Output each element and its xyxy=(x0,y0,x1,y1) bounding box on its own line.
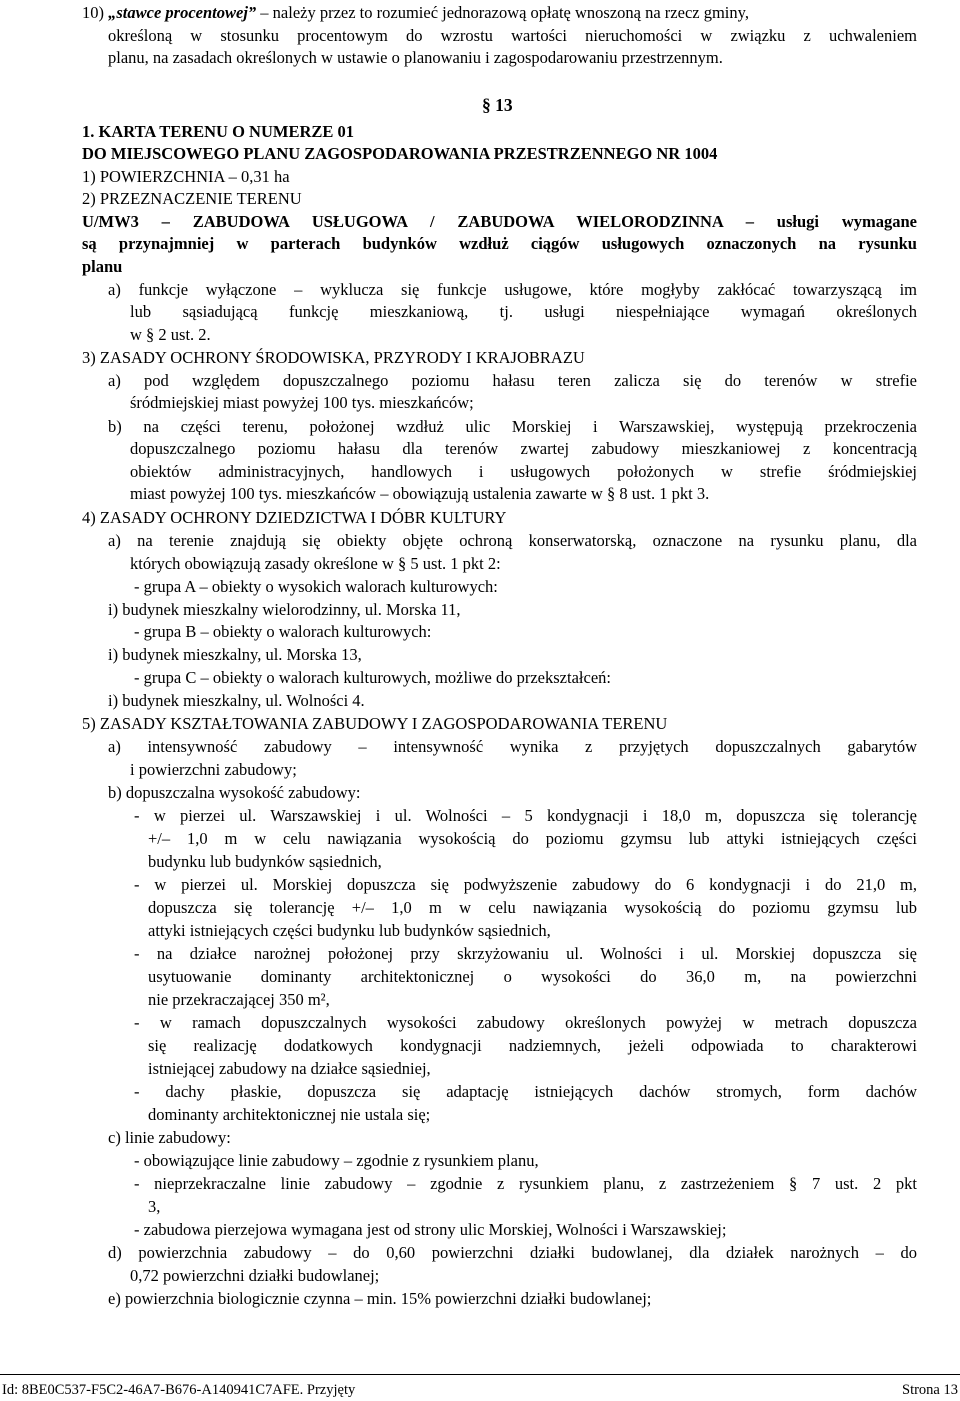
environment-a-line-2: śródmiejskiej miast powyżej 100 tys. mieszkańców; xyxy=(130,393,474,412)
building-lines-heading: c) linie zabudowy: xyxy=(108,1128,231,1147)
heritage-group-a: - grupa A – obiekty o wysokich walorach kulturowych: xyxy=(134,577,498,596)
building-lines-item-2-line-2: 3, xyxy=(148,1197,161,1216)
intensity-line-1: a) intensywność zabudowy – intensywność wynika z przyjętych dopuszczalnych gabarytów xyxy=(108,737,917,756)
height-item-1-line-2: +/– 1,0 m w celu nawiązania wysokością do poziomu gzymsu lub attyki istniejących części xyxy=(148,829,917,848)
excluded-functions-line-2: lub sąsiadującą funkcję mieszkaniową, tj. usługi niespełniające wymagań określonych xyxy=(130,302,917,321)
coverage-line-2: 0,72 powierzchni działki budowlanej; xyxy=(130,1266,380,1285)
purpose-line-3: planu xyxy=(82,257,123,276)
environment-b-line-3: obiektów administracyjnych, handlowych i usługowych położonych w strefie śródmiejskiej xyxy=(130,462,917,481)
heritage-group-c: - grupa C – obiekty o walorach kulturowych, możliwe do przekształceń: xyxy=(134,668,611,687)
intensity-line-2: i powierzchni zabudowy; xyxy=(130,760,297,779)
height-item-2-line-1: - w pierzei ul. Morskiej dopuszcza się podwyższenie zabudowy do 6 kondygnacji i do 21,0 m, xyxy=(134,875,917,894)
height-item-3-line-3: nie przekraczającej 350 m², xyxy=(148,990,330,1009)
section-number: 13 xyxy=(495,95,513,115)
excluded-functions-line-1: a) funkcje wyłączone – wyklucza się funkcje usługowe, które mogłyby zakłócać towarzyszącą im xyxy=(108,280,917,299)
heritage-a-line-2: których obowiązują zasady określone w § 5 ust. 1 pkt 2: xyxy=(130,554,501,573)
heritage-a-line-1: a) na terenie znajdują się obiekty objęte ochroną konserwatorską, oznaczone na rysunku planu, dla xyxy=(108,531,917,550)
height-item-5-line-1: - dachy płaskie, dopuszcza się adaptację istniejących dachów stromych, form dachów xyxy=(134,1082,917,1101)
height-item-4-line-3: istniejącej zabudowy na działce sąsiedniej, xyxy=(148,1059,431,1078)
building-lines-item-2-line-1: - nieprzekraczalne linie zabudowy – zgodnie z rysunkiem planu, z zastrzeżeniem § 7 ust. 2 pkt xyxy=(134,1174,917,1193)
building-lines-item-3: - zabudowa pierzejowa wymagana jest od strony ulic Morskiej, Wolności i Warszawskiej; xyxy=(134,1220,727,1239)
purpose-line-2: są przynajmniej w parterach budynków wzdłuż ciągów usługowych oznaczonych na rysunku xyxy=(82,234,917,253)
environment-b-line-4: miast powyżej 100 tys. mieszkańców – obowiązują ustalenia zawarte w § 8 ust. 1 pkt 3. xyxy=(130,484,710,503)
area-item: 1) POWIERZCHNIA – 0,31 ha xyxy=(82,167,290,186)
purpose-heading: 2) PRZEZNACZENIE TERENU xyxy=(82,189,302,208)
height-heading: b) dopuszczalna wysokość zabudowy: xyxy=(108,783,361,802)
heritage-group-c-item: i) budynek mieszkalny, ul. Wolności 4. xyxy=(108,691,365,710)
biologically-active-area: e) powierzchnia biologicznie czynna – min. 15% powierzchni działki budowlanej; xyxy=(108,1289,652,1308)
definition-text: – należy przez to rozumieć jednorazową opłatę wnoszoną na rzecz gminy, xyxy=(256,3,749,22)
height-item-1-line-3: budynku lub budynków sąsiednich, xyxy=(148,852,382,871)
footer-document-id: Id: 8BE0C537-F5C2-46A7-B676-A140941C7AFE. Przyjęty xyxy=(2,1382,356,1398)
coverage-line-1: d) powierzchnia zabudowy – do 0,60 powierzchni działki budowlanej, dla działek narożnych – do xyxy=(108,1243,917,1262)
purpose-line-1: U/MW3 – ZABUDOWA USŁUGOWA / ZABUDOWA WIELORODZINNA – usługi wymagane xyxy=(82,212,917,231)
footer-page-number: Strona 13 xyxy=(902,1382,958,1398)
environment-b-line-2: dopuszczalnego poziomu hałasu dla terenów zwartej zabudowy mieszkaniowej z koncentracją xyxy=(130,439,917,458)
heritage-group-a-item: i) budynek mieszkalny wielorodzinny, ul. Morska 11, xyxy=(108,600,461,619)
development-heading: 5) ZASADY KSZTAŁTOWANIA ZABUDOWY I ZAGOSPODAROWANIA TERENU xyxy=(82,714,668,733)
height-item-3-line-1: - na działce narożnej położonej przy skrzyżowaniu ul. Wolności i ul. Morskiej dopuszcza się xyxy=(134,944,917,963)
height-item-1-line-1: - w pierzei ul. Warszawskiej i ul. Wolności – 5 kondygnacji i 18,0 m, dopuszcza się tolerancję xyxy=(134,806,917,825)
definition-10-line-1 xyxy=(82,2,749,24)
plan-heading: DO MIEJSCOWEGO PLANU ZAGOSPODAROWANIA PRZESTRZENNEGO NR 1004 xyxy=(82,144,718,163)
card-heading: 1. KARTA TERENU O NUMERZE 01 xyxy=(82,122,355,141)
heritage-group-b: - grupa B – obiekty o walorach kulturowych: xyxy=(134,622,432,641)
definition-10-line-2: określoną w stosunku procentowym do wzrostu wartości nieruchomości w związku z uchwaleniem xyxy=(108,26,917,45)
environment-a-line-1: a) pod względem dopuszczalnego poziomu hałasu teren zalicza się do terenów w strefie xyxy=(108,371,917,390)
height-item-2-line-3: attyki istniejących części budynku lub budynków sąsiednich, xyxy=(148,921,551,940)
footer-rule xyxy=(0,1374,960,1375)
height-item-3-line-2: usytuowanie dominanty architektonicznej o wysokości do 36,0 m, na powierzchni xyxy=(148,967,917,986)
environment-heading: 3) ZASADY OCHRONY ŚRODOWISKA, PRZYRODY I KRAJOBRAZU xyxy=(82,348,585,367)
environment-b-line-1: b) na części terenu, położonej wzdłuż ulic Morskiej i Warszawskiej, występują przekroczenia xyxy=(108,417,917,436)
heritage-group-b-item: i) budynek mieszkalny, ul. Morska 13, xyxy=(108,645,362,664)
building-lines-item-1: - obowiązujące linie zabudowy – zgodnie z rysunkiem planu, xyxy=(134,1151,539,1170)
height-item-4-line-2: się realizację dodatkowych kondygnacji nadziemnych, jeżeli odpowiada to charakterowi xyxy=(148,1036,917,1055)
definition-number: 10) xyxy=(82,3,104,22)
height-item-4-line-1: - w ramach dopuszczalnych wysokości zabudowy określonych powyżej w metrach dopuszcza xyxy=(134,1013,917,1032)
height-item-2-line-2: dopuszcza się tolerancję +/– 1,0 m w celu nawiązania wysokością do poziomu gzymsu lub xyxy=(148,898,917,917)
height-item-5-line-2: dominanty architektonicznej nie ustala się; xyxy=(148,1105,431,1124)
section-heading xyxy=(482,94,513,116)
excluded-functions-line-3: w § 2 ust. 2. xyxy=(130,325,211,344)
section-symbol: § xyxy=(482,95,491,115)
heritage-heading: 4) ZASADY OCHRONY DZIEDZICTWA I DÓBR KULTURY xyxy=(82,508,507,527)
definition-term: „stawce procentowej” xyxy=(108,3,257,22)
definition-10-line-3: planu, na zasadach określonych w ustawie o planowaniu i zagospodarowaniu przestrzennym. xyxy=(108,48,723,67)
